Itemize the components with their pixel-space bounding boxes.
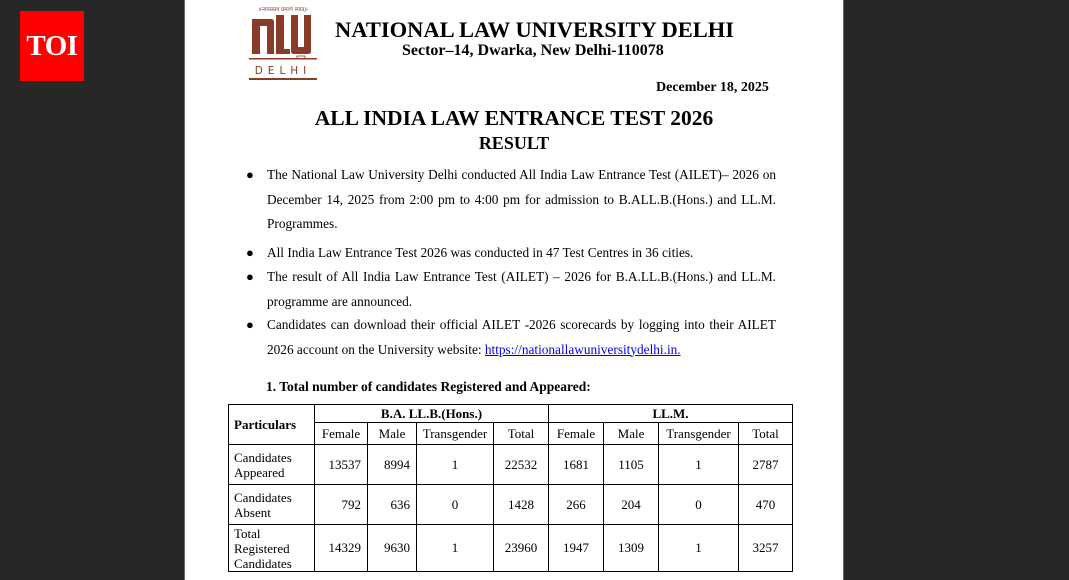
- column-header: Transgender: [659, 423, 739, 445]
- svg-text:DELHI: DELHI: [254, 65, 312, 77]
- column-header: Total: [739, 423, 793, 445]
- bullet-item: ● The result of All India Law Entrance Test (AILET) – 2026 for B.A.LL.B.(Hons.) and LL.M. programme are announced.: [246, 265, 776, 314]
- column-header: Female: [315, 423, 368, 445]
- table-row: Candidates Appeared 13537 8994 1 22532 1681 1105 1 2787: [229, 445, 793, 485]
- row-label: Candidates Appeared: [229, 445, 315, 485]
- column-header: Female: [549, 423, 604, 445]
- bullet-icon: ●: [246, 245, 254, 260]
- group-header-llm: LL.M.: [549, 405, 793, 423]
- nlu-emblem-icon: [247, 5, 319, 83]
- results-table: [228, 404, 793, 572]
- column-header: Male: [368, 423, 417, 445]
- table-row: Candidates Absent 792 636 0 1428 266 204 0 470: [229, 485, 793, 525]
- document-subtitle: RESULT: [478, 133, 550, 153]
- bullet-item: ● All India Law Entrance Test 2026 was conducted in 47 Test Centres in 36 cities.: [246, 241, 776, 266]
- toi-logo-badge: TOI: [20, 11, 84, 81]
- group-header-ballb: B.A. LL.B.(Hons.): [315, 405, 549, 423]
- document-title: ALL INDIA LAW ENTRANCE TEST 2026: [314, 106, 714, 130]
- particulars-header: Particulars: [229, 405, 315, 445]
- table-row: Total Registered Candidates 14329 9630 1 23960 1947 1309 1 3257: [229, 525, 793, 572]
- university-name: NATIONAL LAW UNIVERSITY DELHI: [335, 17, 735, 42]
- row-label: Total Registered Candidates: [229, 525, 315, 572]
- column-header: Transgender: [417, 423, 494, 445]
- document-date: December 18, 2025: [656, 80, 769, 95]
- column-header: Total: [494, 423, 549, 445]
- section-heading: 1. Total number of candidates Registered and Appeared:: [266, 379, 591, 394]
- bullet-item: ● Candidates can download their official AILET -2026 scorecards by logging into their AILET 2026 account on the University website: https://nationallawuniversitydelhi.in.: [246, 313, 776, 362]
- row-label: Candidates Absent: [229, 485, 315, 525]
- column-header: Male: [604, 423, 659, 445]
- nlu-delhi-logo: [247, 5, 319, 83]
- bullet-icon: ●: [246, 167, 254, 182]
- bullet-icon: ●: [246, 317, 254, 332]
- university-address: Sector–14, Dwarka, New Delhi-110078: [402, 42, 664, 59]
- logo-motto: ॥न्यायस्तत्र प्रमाणं स्यात्॥: [258, 7, 308, 13]
- bullet-item: ● The National Law University Delhi conducted All India Law Entrance Test (AILET)– 2026 on December 14, 2025 from 2:00 pm to 4:00 pm for admission to B.ALL.B.(Hons.) and LL.M. Programmes.: [246, 163, 776, 237]
- bullet-icon: ●: [246, 269, 254, 284]
- university-website-link[interactable]: https://nationallawuniversitydelhi.in.: [484, 341, 681, 357]
